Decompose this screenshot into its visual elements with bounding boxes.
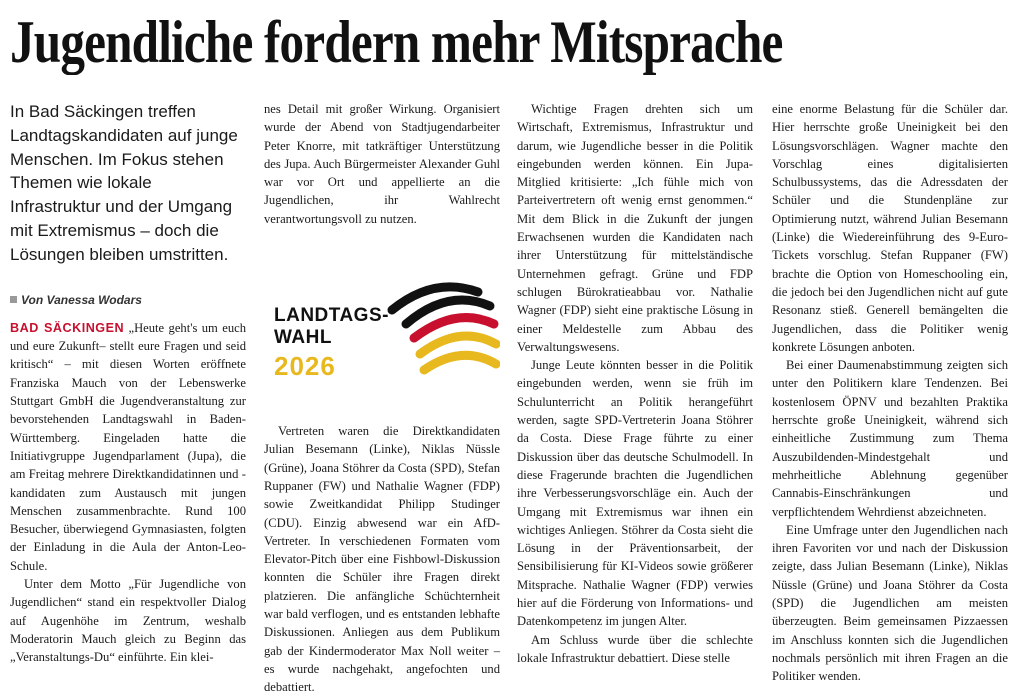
- paragraph: Vertreten waren die Direktkandidaten Julian Besemann (Linke), Niklas Nüssle (Grüne), Joana Stöhrer da Costa (SPD), Stefan Ruppaner (FW) und Nathalie Wagner (FDP) sowie Zweitkandidat Philipp Studinger (CDU). Einzig abwesend war ein AfD-Vertreter. In verschiedenen Formaten vom Elevator-Pitch über eine Fishbowl-Diskussion konnten die Schüler ihre Fragen direkt platzieren. Die anfängliche Schüchternheit war bald verflogen, und es entstanden lebhafte Diskussionen. Anliegen aus dem Publikum gab der Kindermoderator Max Noll weiter – es wurde nachgehakt, angefochten und debattiert.: [264, 424, 500, 695]
- election-logo: [264, 248, 500, 400]
- article-column-2: [264, 100, 500, 697]
- teaser: In Bad Säckingen treffen Landtagskandidaten auf junge Menschen. Im Fokus stehen Themen wie lokale Infrastruktur und der Umgang mit Extremismus – doch die Lösungen bleiben umstritten.: [10, 102, 238, 264]
- paragraph: Junge Leute könnten besser in die Politik eingebunden werden, wenn sie früh im Schulunterricht an Politik herangeführt werden, sagte SPD-Vertreterin Joana Stöhrer da Costa. Diese Frage führte zu einer Diskussion über das deutsche Schulmodell. In diese Fragerunde brachten die Jugendlichen ihre Verbesserungsvorschläge ein. Auch der Umgang mit Extremismus war ihnen ein wichtiges Anliegen. Stöhrer da Costa sieht die Lösung in der Präventionsarbeit, der Sensibilisierung für KI-Videos sowie größerer Mitsprache. Nathalie Wagner (FDP) verwies hier auf die Förderung von Informations- und Datenkompetenz im jungen Alter.: [517, 358, 753, 629]
- dateline: BAD SÄCKINGEN: [10, 320, 125, 335]
- paragraph: Am Schluss wurde über die schlechte lokale Infrastruktur debattiert. Diese stelle: [517, 632, 753, 665]
- logo-year: 2026: [274, 351, 336, 382]
- paragraph-text: „Heute geht's um euch und eure Zukunft– stellt eure Fragen und seid kritisch“ – mit diesen Worten eröffnete Franziska Mauch von der Lebenswerke Stuttgart GmbH die Jugendveranstaltung zur bevorstehenden Landtagswahl in Baden-Württemberg. Eingeladen hatte die Initiativgruppe Jugendparlament (Jupa), die am Freitag mehrere Direktkandidatinnen und -kandidaten zum Austausch mit jungen Menschen zusammenbrachte. Rund 100 Besucher, überwiegend Gymnasiasten, folgten der Einladung in die Aula der Anton-Leo-Schule.: [10, 320, 247, 573]
- byline: [10, 291, 246, 309]
- paragraph: eine enorme Belastung für die Schüler dar. Hier herrschte große Uneinigkeit bei den Lösungsvorschlägen. Wagner machte den Vorschlag eines digitalisierten Schulbussystems, das die Adressdaten der Schüler und die Stundenpläne zur Optimierung nutzt, während Julian Besemann (Linke) die Wiedereinführung des 9-Euro-Tickets vorschlug. Stefan Ruppaner (FW) brachte die Option von Homeschooling ein, die jedoch bei den Jugendlichen nicht auf gute Resonanz stieß. Generell bemängelten die Jugendlichen, dass die Politiker wenig konkrete Lösungen anboten.: [772, 102, 1008, 354]
- logo-line-1: LANDTAGS-: [274, 305, 389, 327]
- logo-line-2: WAHL: [274, 327, 332, 349]
- article-column-4: [772, 100, 1008, 686]
- article-column-3: [517, 100, 753, 667]
- paragraph: Wichtige Fragen drehten sich um Wirtschaft, Extremismus, Infrastruktur und darum, wie Jugendliche besser in die Politik eingebunden werden können. Ein Jupa-Mitglied kritisierte: „Ich fühle mich von Parteivertretern oft wenig ernst genommen.“ Mit dem Blick in die Zukunft der jungen Erwachsenen wurden die Kandidaten nach ihrer Unterstützung für mittelständische Unternehmen gefragt. Grüne und FDP schlugen Bürokratieabbau vor. Nathalie Wagner (FDP) sieht eine praktische Lösung in einer Meldestelle zum Abbau des Verwaltungswesens.: [517, 102, 753, 354]
- byline-text: Von Vanessa Wodars: [21, 292, 142, 307]
- paragraph: [10, 319, 246, 575]
- paragraph: nes Detail mit großer Wirkung. Organisiert wurde der Abend von Stadtjugendarbeiter Peter Knorre, mit tatkräftiger Unterstützung des Jupa. Auch Bürgermeister Alexander Guhl war vor Ort und appellierte an die Jugendlichen, ihr Wahlrecht verantwortungsvoll zu nutzen.: [264, 102, 500, 226]
- byline-square-icon: [10, 296, 17, 303]
- article-column-1: [10, 100, 246, 667]
- paragraph: Eine Umfrage unter den Jugendlichen nach ihren Favoriten vor und nach der Diskussion zeigte, dass Julian Besemann (Linke), Niklas Nüssle (Grüne) und Joana Stöhrer da Costa (SPD) die Jugendlichen am meisten überzeugten. Beim gemeinsamen Pizzaessen im Anschluss konnten sich die Jugendlichen nochmals persönlich mit ihren Fragen an die Politiker wenden.: [772, 522, 1008, 684]
- paragraph: Bei einer Daumenabstimmung zeigten sich unter den Politikern klare Tendenzen. Bei kostenlosem ÖPNV und bezahlten Praktika herrschte große Uneinigkeit, während sich einheitliche Zustimmung zum Thema Auszubildenden-Mindestgehalt und mehrheitliche Ablehnung gegenüber Cannabis-Einschränkungen und verpflichtendem Wehrdienst abzeichneten.: [772, 358, 1008, 519]
- headline: Jugendliche fordern mehr Mitsprache: [10, 9, 783, 75]
- paragraph: Unter dem Motto „Für Jugendliche von Jugendlichen“ stand ein respektvoller Dialog auf Augenhöhe im Zentrum, weshalb Moderatorin Mauch gleich zu Beginn das „Veranstaltungs-Du“ einführte. Ein klei-: [10, 577, 246, 665]
